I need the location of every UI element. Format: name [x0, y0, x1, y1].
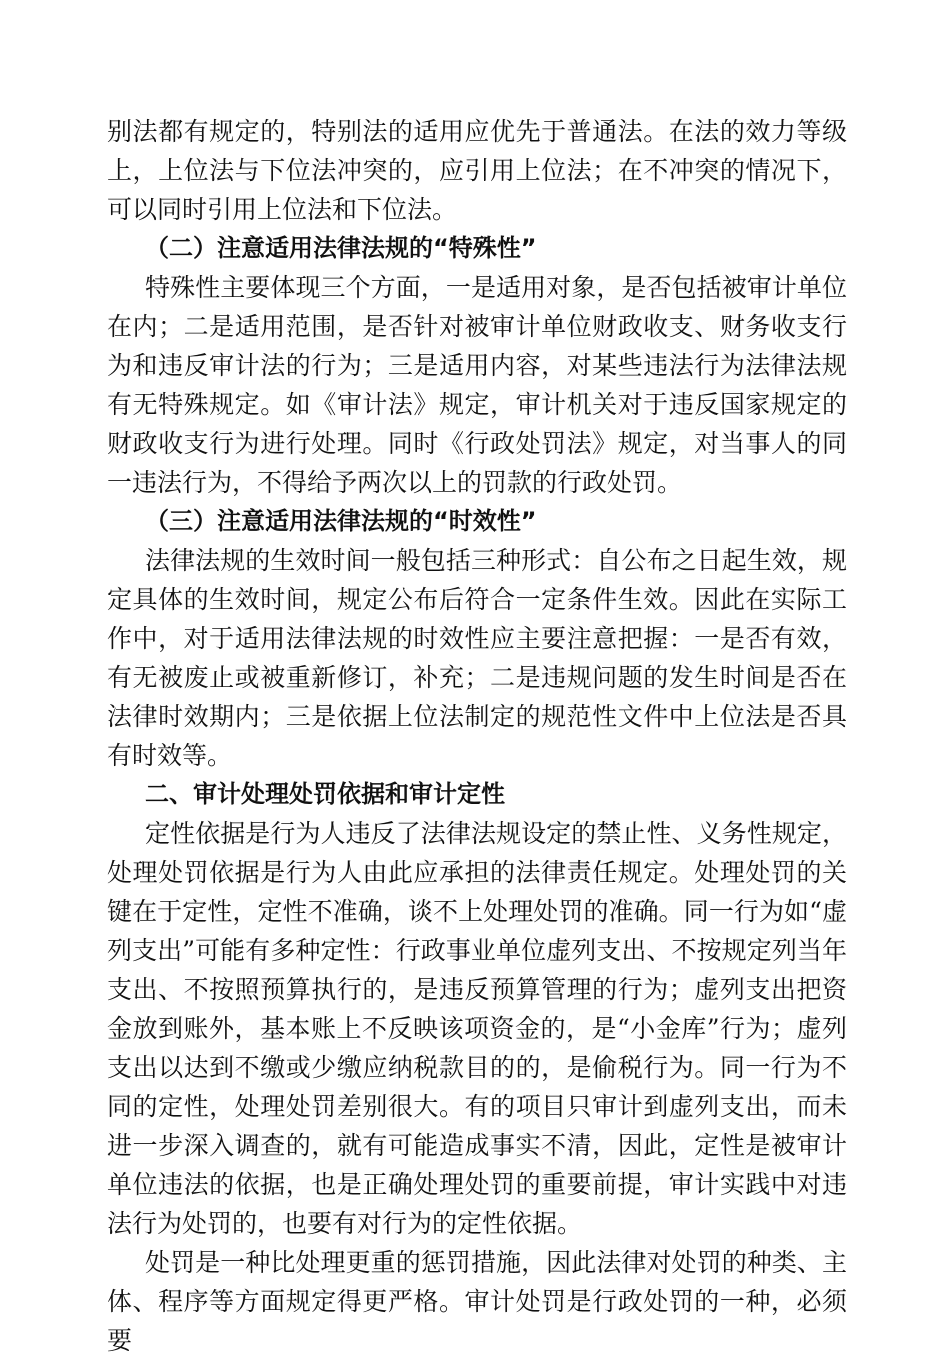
- chapter-heading-audit-basis: 二、审计处理处罚依据和审计定性: [145, 780, 505, 808]
- section-heading-timeliness: （三）注意适用法律法规的“时效性”: [145, 507, 537, 535]
- body-paragraph-2: 特殊性主要体现三个方面，一是适用对象，是否包括被审计单位在内；二是适用范围，是否针对被审计单位财政收支、财务收支行为和违反审计法的行为；三是适用内容，对某些违法行为法律法规有无特殊规定。如《审计法》规定，审计机关对于违反国家规定的财政收支行为进行处理。同时《行政处罚法》规定，对当事人的同一违法行为，不得给予两次以上的罚款的行政处罚。: [107, 273, 847, 497]
- body-paragraph-4: 定性依据是行为人违反了法律法规设定的禁止性、义务性规定，处理处罚依据是行为人由此应承担的法律责任规定。处理处罚的关键在于定性，定性不准确，谈不上处理处罚的准确。同一行为如“虚列支出”可能有多种定性：行政事业单位虚列支出、不按规定列当年支出、不按照预算执行的，是违反预算管理的行为；虚列支出把资金放到账外，基本账上不反映该项资金的，是“小金库”行为；虚列支出以达到不缴或少缴应纳税款目的的，是偷税行为。同一行为不同的定性，处理处罚差别很大。有的项目只审计到虚列支出，而未进一步深入调查的，就有可能造成事实不清，因此，定性是被审计单位违法的依据，也是正确处理处罚的重要前提，审计实践中对违法行为处罚的，也要有对行为的定性依据。: [107, 819, 847, 1238]
- body-paragraph-3: 法律法规的生效时间一般包括三种形式：自公布之日起生效，规定具体的生效时间，规定公布后符合一定条件生效。因此在实际工作中，对于适用法律法规的时效性应主要注意把握：一是否有效，有无被废止或被重新修订，补充；二是违规问题的发生时间是否在法律时效期内；三是依据上位法制定的规范性文件中上位法是否具有时效等。: [107, 546, 847, 770]
- section-heading-special-nature: （二）注意适用法律法规的“特殊性”: [145, 234, 537, 262]
- body-paragraph-5: 处罚是一种比处理更重的惩罚措施，因此法律对处罚的种类、主体、程序等方面规定得更严格。审计处罚是行政处罚的一种，必须要: [107, 1248, 847, 1355]
- document-page: [107, 112, 847, 1360]
- body-paragraph-1: 别法都有规定的，特别法的适用应优先于普通法。在法的效力等级上，上位法与下位法冲突的，应引用上位法；在不冲突的情况下，可以同时引用上位法和下位法。: [107, 117, 847, 224]
